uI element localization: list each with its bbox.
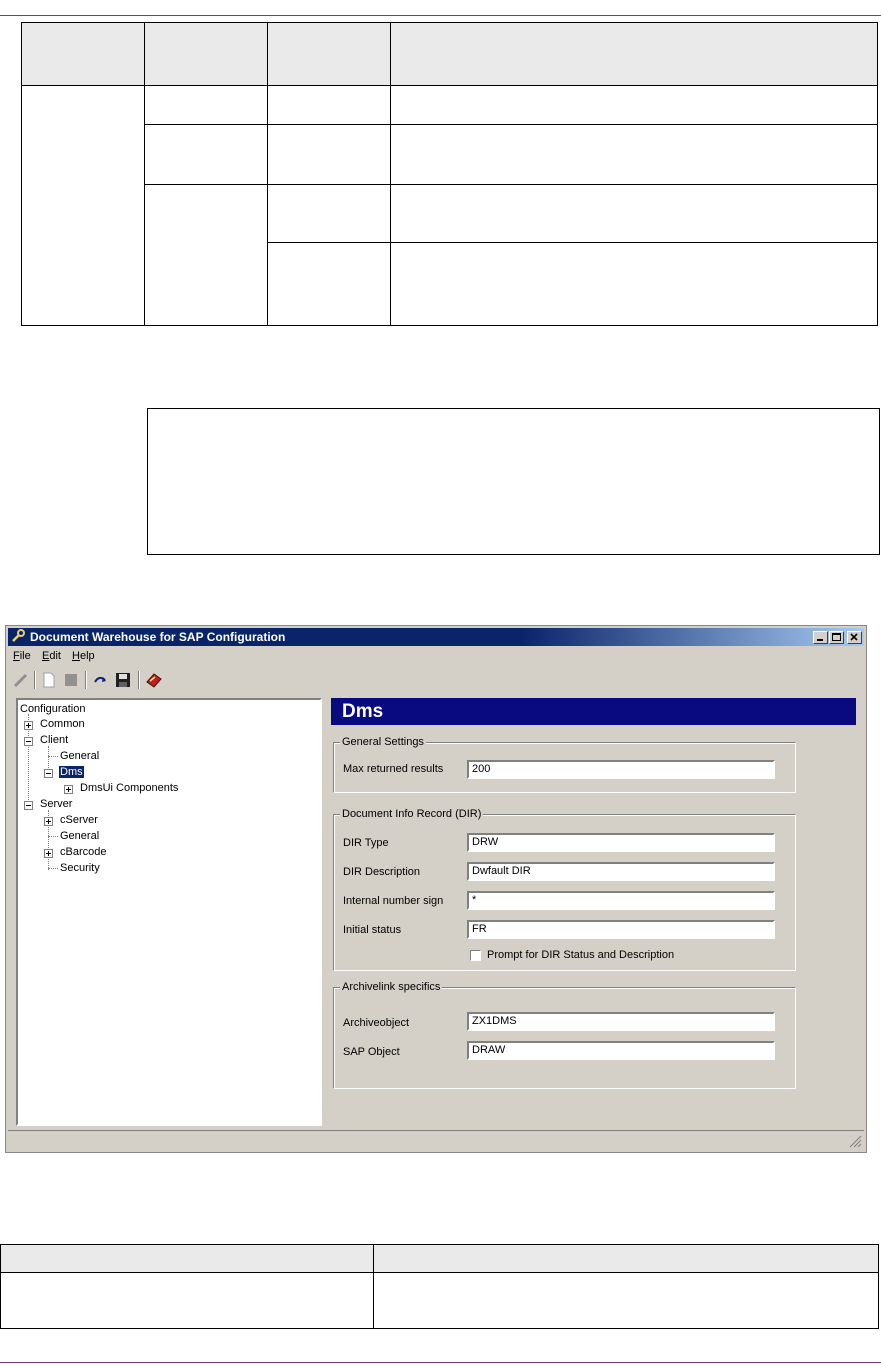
- tree-line: [48, 756, 58, 757]
- expand-icon[interactable]: [64, 785, 73, 794]
- table-cell: [374, 1273, 879, 1329]
- toolbar-separator: [85, 671, 87, 689]
- sap-object-label: SAP Object: [343, 1046, 400, 1058]
- menu-help[interactable]: [72, 650, 95, 662]
- tree-label: Server: [40, 798, 73, 810]
- wrench-icon: [11, 629, 25, 643]
- group-legend: Archivelink specifics: [342, 981, 441, 993]
- title-bar[interactable]: [8, 628, 864, 646]
- maximize-icon: [831, 633, 842, 642]
- table-header-cell: [391, 23, 878, 86]
- status-bar: [8, 1130, 864, 1150]
- tree-node-cserver[interactable]: [60, 814, 98, 826]
- resize-grip-icon[interactable]: [848, 1134, 862, 1148]
- table-header-row: [22, 23, 878, 86]
- tree-label: Common: [40, 718, 85, 730]
- group-legend: Document Info Record (DIR): [342, 808, 482, 820]
- table-cell: [268, 125, 391, 185]
- tree-node-server-general[interactable]: [60, 830, 99, 842]
- tree-line: [48, 836, 58, 837]
- table-cell: [268, 185, 391, 243]
- internal-number-sign-label: Internal number sign: [343, 895, 444, 907]
- menu-file[interactable]: [13, 650, 31, 662]
- table-cell: [145, 185, 268, 326]
- table-cell: [268, 243, 391, 326]
- tree-node-security[interactable]: [60, 862, 100, 874]
- initial-status-input[interactable]: FR: [467, 920, 775, 939]
- prompt-dir-checkbox[interactable]: [470, 950, 481, 961]
- toolbar: [8, 668, 864, 692]
- table-cell: [391, 185, 878, 243]
- tree-label: cBarcode: [60, 846, 107, 858]
- table-cell: [145, 86, 268, 125]
- table-cell: [391, 125, 878, 185]
- tree-node-dms[interactable]: [59, 766, 84, 778]
- sap-object-input[interactable]: DRAW: [467, 1041, 775, 1060]
- tree-label: General: [60, 750, 100, 762]
- table-cell: [391, 86, 878, 125]
- menu-edit-rest: dit: [49, 650, 61, 662]
- tree-node-common[interactable]: [40, 718, 85, 730]
- table-cell: [145, 125, 268, 185]
- dir-description-input[interactable]: Dwfault DIR: [467, 862, 775, 881]
- tree-label: Configuration: [20, 703, 86, 715]
- max-results-input[interactable]: 200: [467, 760, 775, 779]
- table-header-cell: [268, 23, 391, 86]
- panel-title: Dms: [331, 698, 856, 725]
- expand-icon[interactable]: [44, 849, 53, 858]
- max-results-label: Max returned results: [343, 763, 444, 775]
- internal-number-sign-input[interactable]: *: [467, 891, 775, 910]
- menu-file-mnemonic: F: [13, 650, 20, 662]
- dir-type-label: DIR Type: [343, 837, 389, 849]
- tree-line: [48, 868, 58, 869]
- tree-label: Security: [60, 862, 100, 874]
- config-tree[interactable]: [16, 698, 322, 1126]
- header-rule: [0, 15, 881, 16]
- table-header-cell: [374, 1245, 879, 1273]
- collapse-icon[interactable]: [24, 801, 33, 810]
- help-book-icon[interactable]: [145, 671, 163, 689]
- table-cell: [1, 1273, 374, 1329]
- top-table: [21, 22, 878, 326]
- toolbar-separator: [34, 671, 36, 689]
- dir-type-input[interactable]: DRW: [467, 833, 775, 852]
- menu-bar: [8, 648, 864, 666]
- tree-label: DmsUi Components: [80, 782, 179, 794]
- tree-node-cbarcode[interactable]: [60, 846, 106, 858]
- save-icon[interactable]: [114, 671, 132, 689]
- archivelink-group: [333, 981, 796, 1089]
- archiveobject-input[interactable]: ZX1DMS: [467, 1012, 775, 1031]
- menu-edit[interactable]: [42, 650, 61, 662]
- tree-label: Client: [40, 734, 69, 746]
- pencil-icon[interactable]: [12, 671, 30, 689]
- minimize-icon: [815, 633, 826, 642]
- redo-icon[interactable]: [92, 671, 110, 689]
- table-header-cell: [145, 23, 268, 86]
- menu-file-rest: ile: [19, 650, 31, 662]
- tree-label: cServer: [60, 814, 98, 826]
- archiveobject-label: Archiveobject: [343, 1017, 410, 1029]
- toolbar-separator: [138, 671, 140, 689]
- table-header-cell: [1, 1245, 374, 1273]
- close-icon: [849, 633, 860, 642]
- window-title: Document Warehouse for SAP Configuration: [30, 630, 286, 644]
- prompt-dir-label: Prompt for DIR Status and Description: [487, 949, 675, 961]
- table-cell: [268, 86, 391, 125]
- table-row: [22, 125, 878, 185]
- initial-status-label: Initial status: [343, 924, 402, 936]
- close-button[interactable]: [847, 631, 862, 644]
- collapse-icon[interactable]: [44, 769, 53, 778]
- footer-rule: [0, 1362, 881, 1363]
- stop-icon[interactable]: [62, 671, 80, 689]
- menu-help-rest: elp: [79, 650, 95, 662]
- table-row: [1, 1273, 879, 1329]
- table-header-cell: [22, 23, 145, 86]
- collapse-icon[interactable]: [24, 737, 33, 746]
- table-cell: [22, 86, 145, 326]
- tree-label: General: [60, 830, 100, 842]
- maximize-button[interactable]: [829, 631, 844, 644]
- tree-node-client-general[interactable]: [60, 750, 99, 762]
- tree-node-dmsui[interactable]: [80, 782, 178, 794]
- table-row: [22, 185, 878, 243]
- expand-icon[interactable]: [24, 721, 33, 730]
- menu-edit-mnemonic: E: [42, 650, 50, 662]
- tree-line: [48, 746, 49, 770]
- table-header-row: [1, 1245, 879, 1273]
- dir-description-label: DIR Description: [343, 866, 421, 878]
- bottom-table: [0, 1244, 879, 1329]
- group-legend: General Settings: [342, 736, 424, 748]
- table-cell: [391, 243, 878, 326]
- new-document-icon[interactable]: [40, 671, 58, 689]
- tree-node-server[interactable]: [40, 798, 72, 810]
- tree-label: Dms: [60, 766, 83, 778]
- tree-node-configuration[interactable]: [20, 703, 85, 715]
- menu-help-mnemonic: H: [72, 650, 80, 662]
- note-box: [147, 408, 880, 555]
- table-row: [22, 86, 878, 125]
- minimize-button[interactable]: [813, 631, 828, 644]
- app-window: [5, 625, 867, 1153]
- expand-icon[interactable]: [44, 817, 53, 826]
- tree-node-client[interactable]: [40, 734, 68, 746]
